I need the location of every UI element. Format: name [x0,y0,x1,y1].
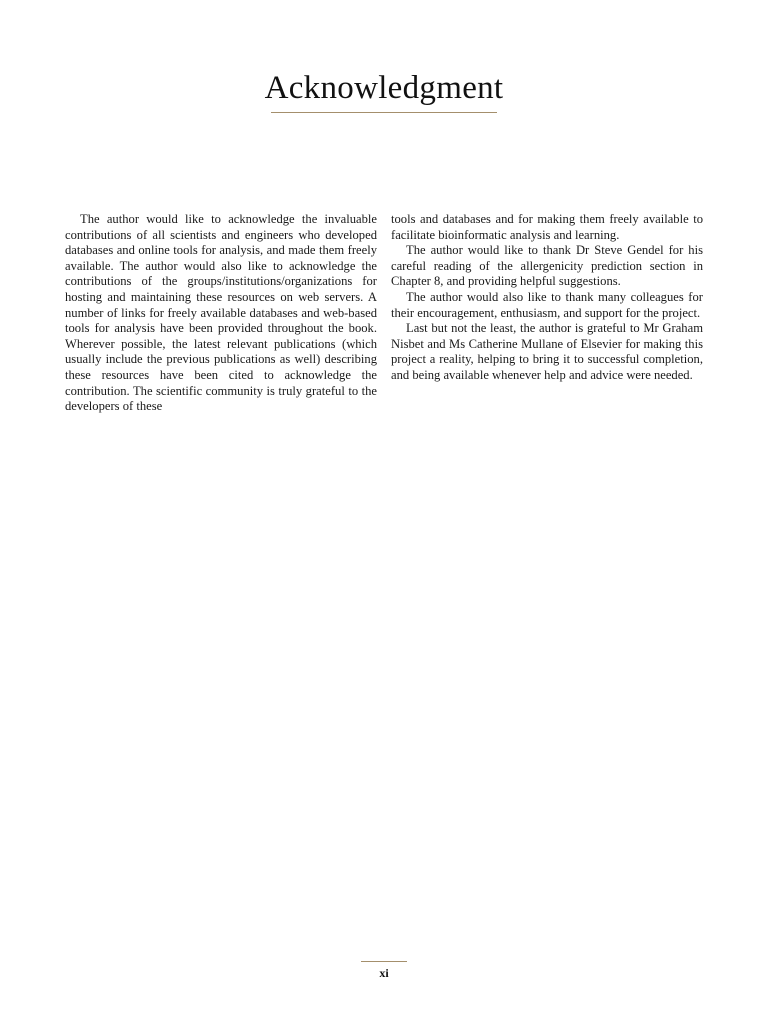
paragraph: The author would also like to thank many colleagues for their encouragement, enthusiasm, and support for the project. [391,289,703,320]
paragraph-continuation: tools and databases and for making them freely available to facilitate bioinformatic analysis and learning. [391,212,703,242]
left-column [65,212,377,415]
paragraph: Last but not the least, the author is grateful to Mr Graham Nisbet and Ms Catherine Mullane of Elsevier for making this project a reality, helping to bring it to successful completion, and being available whenever help and advice were needed. [391,321,703,382]
paragraph: The author would like to thank Dr Steve Gendel for his careful reading of the allergenicity prediction section in Chapter 8, and providing helpful suggestions. [391,243,703,289]
title-underline [271,112,497,113]
paragraph: The author would like to acknowledge the invaluable contributions of all scientists and engineers who developed databases and online tools for analysis, and made them freely available. The author would also like to acknowledge the contributions of the groups/​institutions/​organizations for hosting and maintaining these resources on web servers. A number of links for freely available databases and web-based tools for analysis have been provided throughout the book. Wherever possible, the latest relevant publications (which usually include the previous publications as well) describing these resources have been cited to acknowledge the contribution. The scientific community is truly grateful to the developers of these [65,212,377,414]
page-title: Acknowledgment [264,70,504,106]
right-column [391,212,703,384]
footer-rule [361,961,407,962]
page-number: xi [379,966,389,980]
